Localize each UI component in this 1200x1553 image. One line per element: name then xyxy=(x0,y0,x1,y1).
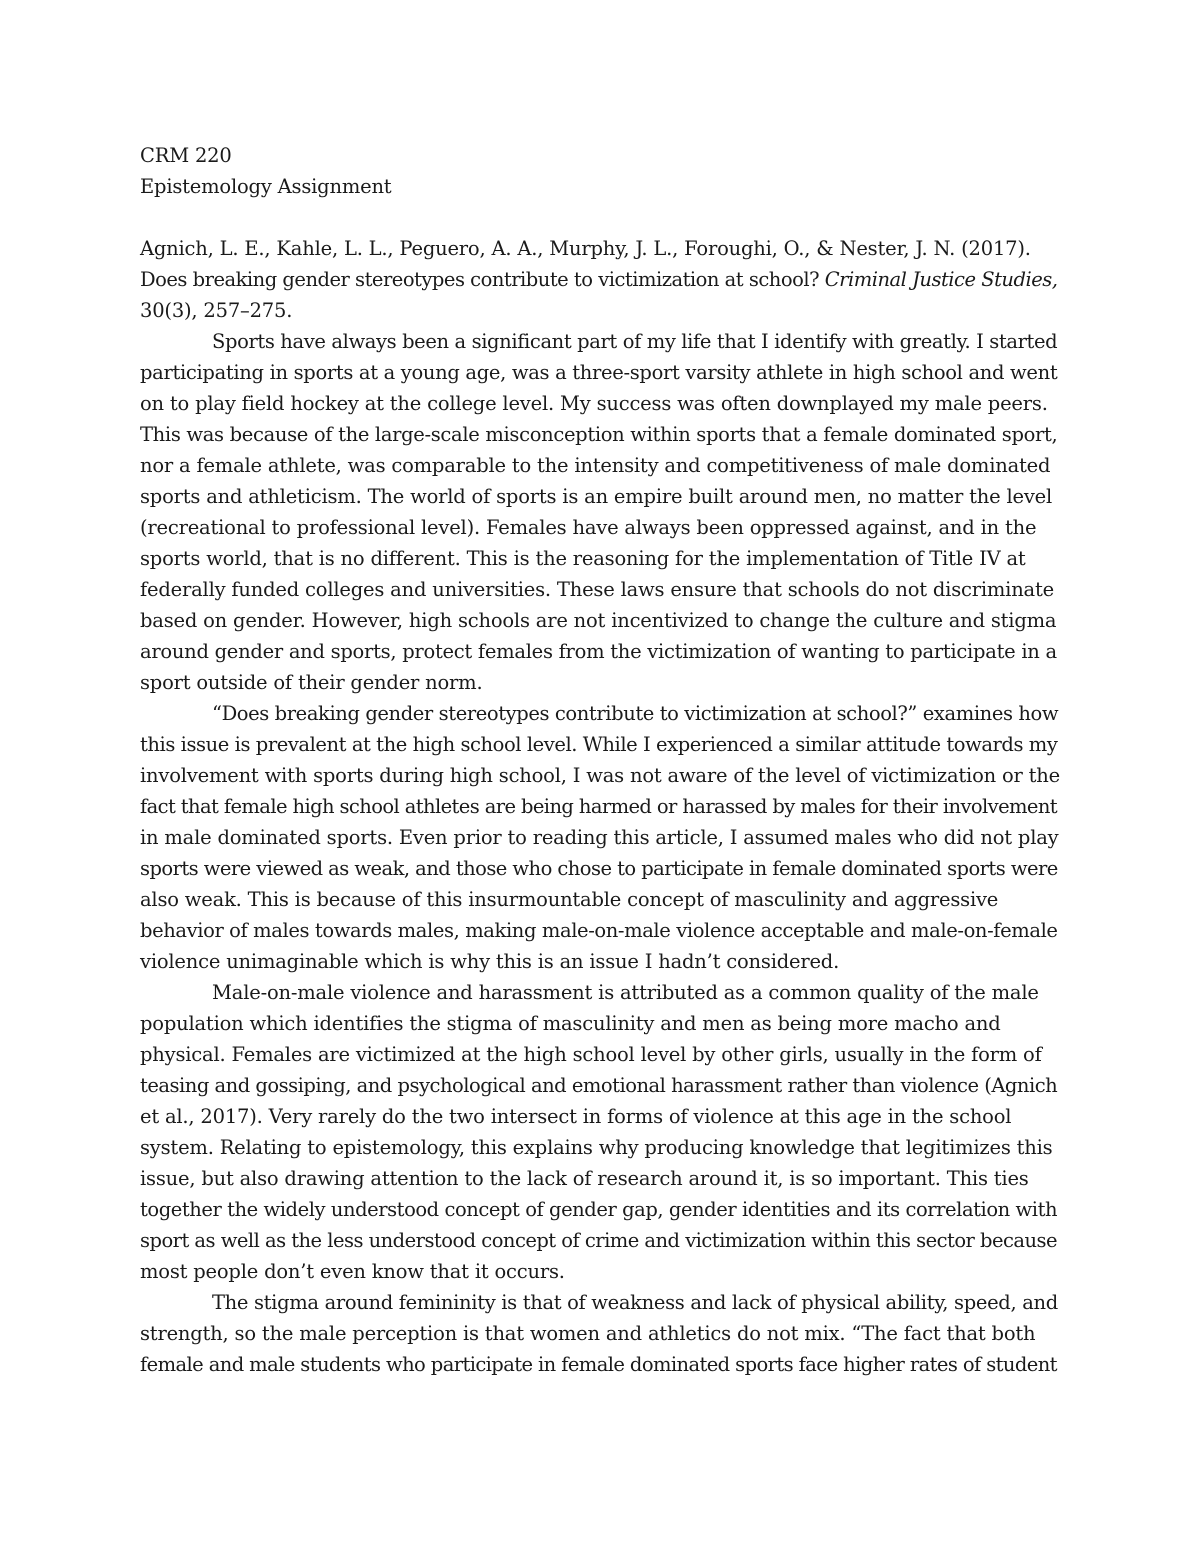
paragraph-line: Male-on-male violence and harassment is attributed as a common quality of the male xyxy=(212,981,1039,1004)
paragraph-line: population which identifies the stigma of masculinity and men as being more macho and xyxy=(140,1012,1001,1035)
paragraph-line: system. Relating to epistemology, this explains why producing knowledge that legitimizes this xyxy=(140,1136,1053,1159)
paragraph-line: around gender and sports, protect females from the victimization of wanting to participate in a xyxy=(140,640,1057,663)
paragraph-line: nor a female athlete, was comparable to the intensity and competitiveness of male dominated xyxy=(140,454,1051,477)
paragraph-line: most people don’t even know that it occurs. xyxy=(140,1260,565,1283)
paragraph-line: et al., 2017). Very rarely do the two intersect in forms of violence at this age in the school xyxy=(140,1105,1012,1128)
paragraph-line: fact that female high school athletes are being harmed or harassed by males for their involvement xyxy=(140,795,1058,818)
paragraph-line: female and male students who participate in female dominated sports face higher rates of student xyxy=(140,1353,1057,1376)
paragraph-line: sports world, that is no different. This is the reasoning for the implementation of Title IV at xyxy=(140,547,1026,570)
paragraph xyxy=(140,698,1062,977)
paragraph-line: together the widely understood concept of gender gap, gender identities and its correlation with xyxy=(140,1198,1058,1221)
paragraph-line: teasing and gossiping, and psychological and emotional harassment rather than violence (Agnich xyxy=(140,1074,1058,1097)
paragraph-line: also weak. This is because of this insurmountable concept of masculinity and aggressive xyxy=(140,888,999,911)
paragraph-line: behavior of males towards males, making male-on-male violence acceptable and male-on-female xyxy=(140,919,1058,942)
citation-line: Agnich, L. E., Kahle, L. L., Peguero, A. A., Murphy, J. L., Foroughi, O., & Nester, J. N. (2017). xyxy=(140,237,1031,260)
document-page xyxy=(140,140,1062,1380)
paragraph-line: based on gender. However, high schools are not incentivized to change the culture and stigma xyxy=(140,609,1057,632)
paragraph-line: sports and athleticism. The world of sports is an empire built around men, no matter the level xyxy=(140,485,1053,508)
paragraph-line: (recreational to professional level). Females have always been oppressed against, and in the xyxy=(140,516,1037,539)
paragraph-line: in male dominated sports. Even prior to reading this article, I assumed males who did not play xyxy=(140,826,1059,849)
assignment-title: Epistemology Assignment xyxy=(140,175,392,198)
paragraph-line: Sports have always been a significant part of my life that I identify with greatly. I started xyxy=(212,330,1058,353)
paragraph-line: on to play field hockey at the college level. My success was often downplayed my male peers. xyxy=(140,392,1048,415)
paragraph xyxy=(140,1287,1062,1380)
paragraph-line: federally funded colleges and universities. These laws ensure that schools do not discriminate xyxy=(140,578,1054,601)
paragraph-line: “Does breaking gender stereotypes contribute to victimization at school?” examines how xyxy=(212,702,1059,725)
paragraph-line: physical. Females are victimized at the high school level by other girls, usually in the form of xyxy=(140,1043,1042,1066)
paragraph-line: The stigma around femininity is that of weakness and lack of physical ability, speed, and xyxy=(212,1291,1058,1314)
citation-article-title: Does breaking gender stereotypes contribute to victimization at school? xyxy=(140,268,825,291)
paragraph-line: issue, but also drawing attention to the lack of research around it, is so important. This ties xyxy=(140,1167,1029,1190)
paragraph-line: sports were viewed as weak, and those who chose to participate in female dominated sports were xyxy=(140,857,1058,880)
paragraph-line: involvement with sports during high school, I was not aware of the level of victimization or the xyxy=(140,764,1060,787)
blank-line xyxy=(140,202,1062,233)
citation xyxy=(140,233,1062,326)
paragraph-line: participating in sports at a young age, was a three-sport varsity athlete in high school and went xyxy=(140,361,1058,384)
citation-journal: Criminal Justice Studies, xyxy=(824,268,1058,291)
paragraph-line: sport as well as the less understood concept of crime and victimization within this sector because xyxy=(140,1229,1058,1252)
essay-body xyxy=(140,326,1062,1380)
citation-line xyxy=(140,264,1062,295)
paragraph-line: this issue is prevalent at the high school level. While I experienced a similar attitude towards my xyxy=(140,733,1058,756)
paragraph-line: sport outside of their gender norm. xyxy=(140,671,483,694)
paragraph-line: This was because of the large-scale misconception within sports that a female dominated sport, xyxy=(140,423,1058,446)
citation-line: 30(3), 257–275. xyxy=(140,299,293,322)
paragraph xyxy=(140,977,1062,1287)
paragraph-line: violence unimaginable which is why this is an issue I hadn’t considered. xyxy=(140,950,840,973)
paragraph xyxy=(140,326,1062,698)
course-code: CRM 220 xyxy=(140,144,232,167)
paragraph-line: strength, so the male perception is that women and athletics do not mix. “The fact that both xyxy=(140,1322,1036,1345)
